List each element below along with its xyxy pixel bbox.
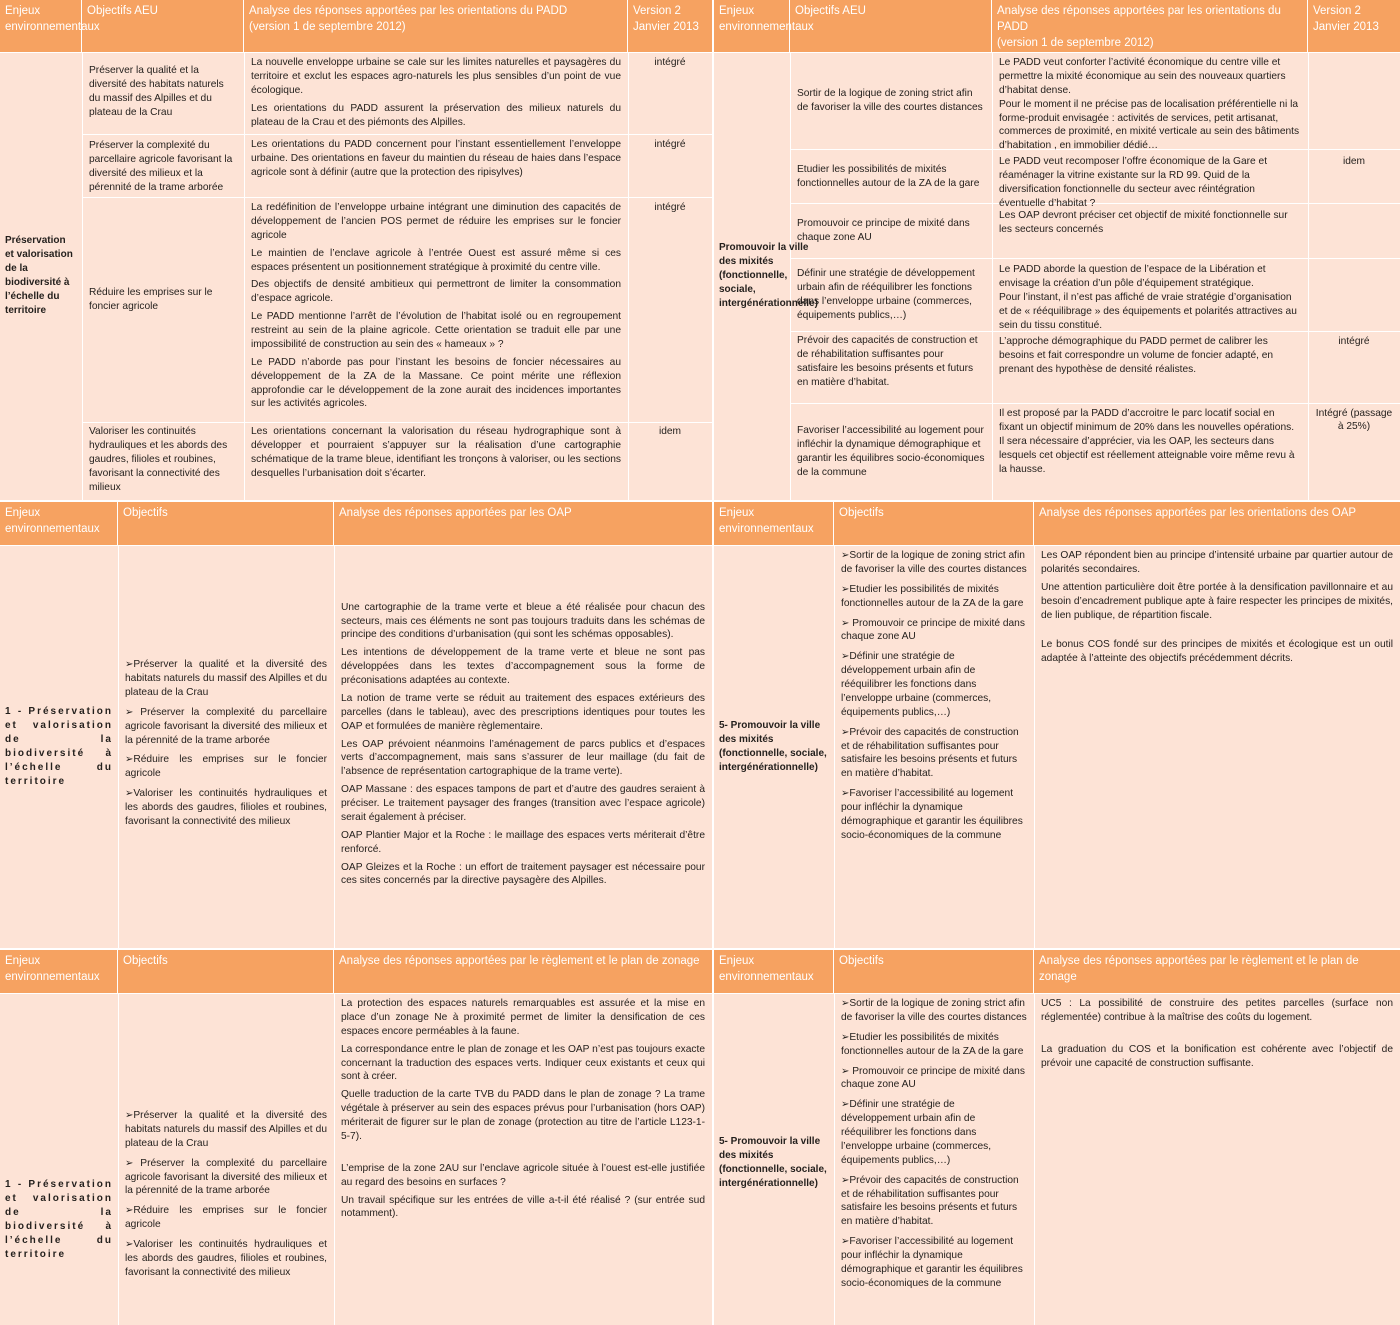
- enjeu-label: 5- Promouvoir la ville des mixités (fonctionnelle, sociale, intergénérationnelle): [719, 1136, 827, 1189]
- enjeu-cell: [0, 52, 82, 500]
- analyse-cell: Les OAP répondent bien au principe d’intensité urbaine par quartier autour de polarités secondaires. Une attention particulière doit être portée à la densification pavillonnaire et au besoin d’encadrement publique apte à faire respecter les principes de mixités, de lien publique, de répartition fiscale. Le bonus COS fondé sur des principes de mixités et écologique est un outil adaptée à l’atteinte des objectifs précédemment décrits.: [1041, 550, 1393, 665]
- list-item: ➢Prévoir des capacités de construction et de réhabilitation suffisantes pour satisfaire les besoins présents et futurs en matière d’habitat.: [841, 726, 1019, 780]
- version-cell: idem: [658, 426, 682, 437]
- list-item: ➢ Promouvoir ce principe de mixité dans chaque zone AU: [841, 1065, 1025, 1091]
- header-analyse: Analyse des réponses apportées par le règlement et le plan de zonage: [1039, 955, 1359, 984]
- enjeu-cell: [714, 52, 818, 500]
- list-item: ➢Préserver la qualité et la diversité des habitats naturels du massif des Alpilles et du plateau de la Crau: [125, 659, 327, 698]
- header-enjeux: Enjeux environnementaux: [714, 502, 834, 545]
- table-header: [0, 0, 712, 53]
- enjeu-label: Préservation et valorisation de la biodiversité à l’échelle du territoire: [5, 235, 73, 316]
- objectif-cell: Etudier les possibilités de mixités fonctionnelles autour de la ZA de la gare: [797, 163, 980, 189]
- analyse-cell: Les OAP devront préciser cet objectif de mixité fonctionnelle sur les secteurs concernés: [999, 210, 1288, 235]
- analyse-cell: La protection des espaces naturels remarquables est assurée et la mise en place d’un zonage Ne à proximité permet de limiter la densification de ces espaces encore perméables à la faune. La correspondance entre le plan de zonage et les OAP n’est pas toujours exacte concernant la traduction des espaces verts. Indiquer ceux existants et ceux qui sont à créer. Quelle traduction de la carte TVB du PADD dans le plan de zonage ? La trame végétale à préserver au sein des espaces prévus pour l’urbanisation (hors OAP) mériterait de figurer sur le plan de zonage (protection au titre de l’article L123-1-5-7). L’emprise de la zone 2AU sur l’enclave agricole située à l’ouest est-elle justifiée au regard des besoins en surfaces ? Un travail spécifique sur les entrées de ville a-t-il été réalisé ? (sur entrée sud notamment).: [341, 998, 705, 1220]
- objectifs-list: [120, 545, 332, 948]
- header-version: Version 2 Janvier 2013: [1313, 5, 1379, 34]
- objectif-cell: Réduire les emprises sur le foncier agricole: [89, 287, 213, 312]
- header-enjeux: Enjeux environnementaux: [714, 950, 834, 993]
- version-cell: intégré: [654, 57, 686, 68]
- analyse-cell: Le PADD aborde la question de l’espace de la Libération et envisage la création d’un pôle d’équipement stratégique. Pour l’instant, il n’est pas affiché de vraie stratégie d’organisation et de « rééquilibrage » des équipements et polarités attractives au sein du tissu constitué.: [999, 264, 1297, 331]
- list-item: ➢Prévoir des capacités de construction et de réhabilitation suffisantes pour satisfaire les besoins présents et futurs en matière d’habitat.: [841, 1174, 1019, 1228]
- header-objectifs: Objectifs: [834, 502, 1034, 545]
- table-header: [714, 502, 1400, 546]
- objectif-cell: Sortir de la logique de zoning strict afin de favoriser la ville des courtes distances: [797, 87, 983, 113]
- analyse-cell: L’approche démographique du PADD permet de calibrer les besoins et fait correspondre un volume de foncier adapté, en prenant des hypothèse de densité réalistes.: [999, 336, 1274, 375]
- analyse-cell: Le PADD veut recomposer l’offre économique de la Gare et réaménager la vitrine existante sur la RD 99. Quid de la diversification fonctionnelle du secteur avec réintégration éventuelle d’habitat ?: [999, 156, 1268, 209]
- list-item: ➢Valoriser les continuités hydrauliques et les abords des gaudres, filioles et roubines, favorisant la connectivité des milieux: [125, 1239, 327, 1278]
- list-item: ➢Définir une stratégie de développement urbain afin de rééquilibrer les fonctions dans l’enveloppe urbaine (commerces, équipements publics,…): [841, 651, 992, 718]
- objectif-cell: Favoriser l’accessibilité au logement pour infléchir la dynamique démographique et garantir les équilibres socio-économiques de la commune: [797, 425, 985, 478]
- objectif-cell: Préserver la qualité et la diversité des habitats naturels du massif des Alpilles et du plateau de la Crau: [89, 65, 224, 118]
- header-version: Version 2 Janvier 2013: [633, 5, 699, 34]
- header-objectifs: Objectifs: [834, 950, 1034, 993]
- list-item: ➢ Préserver la complexité du parcellaire agricole favorisant la diversité des milieux et la pérennité de la trame arborée: [125, 706, 327, 746]
- table-header: [0, 950, 712, 994]
- header-enjeux: Enjeux environnementaux: [0, 0, 82, 52]
- list-item: ➢ Préserver la complexité du parcellaire agricole favorisant la diversité des milieux et la pérennité de la trame arborée: [125, 1157, 327, 1197]
- panel-oap-biodiversite: [0, 502, 712, 948]
- analyse-cell: La redéfinition de l’enveloppe urbaine intégrant une diminution des capacités de développement de l’ancien POS permet de réduire les emprises sur le foncier agricole Le maintien de l’enclave agricole à l’entrée Ouest est assuré même si ces espaces présentent un positionnement stratégique à proximité du centre ville. Des objectifs de densité ambitieux qui permettront de limiter la consommation d’espace agricole. Le PADD mentionne l’arrêt de l’évolution de l’habitat isolé ou en regroupement restreint au sein de la plaine agricole. Cette orientation se traduit elle par une impossibilité de construction au sein des « hameaux » ? Le PADD n’aborde pas pour l’instant les besoins de foncier nécessaires au développement de la ZA de la Massane. Ce point mérite une réflexion approfondie car le développement de la zone aurait des incidences importantes sur les activités agricoles.: [251, 202, 621, 410]
- panel-oap-mixite: [714, 502, 1400, 948]
- version-cell: Intégré (passage à 25%): [1315, 408, 1393, 433]
- header-enjeux: Enjeux environnementaux: [714, 0, 790, 52]
- enjeu-label: 1 - Préservation et valorisation de la biodiversité à l’échelle du territoire: [5, 705, 113, 787]
- analyse-cell: UC5 : La possibilité de construire des petites parcelles (surface non réglementée) contribue à la maîtrise des coûts du logement. La graduation du COS et la bonification est cohérente avec l’objectif de prévoir une capacité de construction suffisante.: [1041, 998, 1393, 1069]
- header-objectifs: Objectifs: [118, 502, 334, 545]
- enjeu-label: Promouvoir la ville des mixités (fonctionnelle, sociale, intergénérationnelle): [719, 242, 818, 309]
- objectif-cell: Promouvoir ce principe de mixité dans chaque zone AU: [797, 218, 970, 243]
- header-analyse: Analyse des réponses apportées par les OAP: [339, 507, 572, 519]
- list-item: ➢Sortir de la logique de zoning strict afin de favoriser la ville des courtes distances: [841, 998, 1027, 1023]
- enjeu-cell: [714, 1135, 834, 1195]
- panel-padd-mixite: [714, 0, 1400, 500]
- list-item: ➢Réduire les emprises sur le foncier agricole: [125, 754, 327, 780]
- list-item: ➢Sortir de la logique de zoning strict afin de favoriser la ville des courtes distances: [841, 550, 1027, 575]
- header-analyse: Analyse des réponses apportées par les orientations du PADD (version 1 de septembre 2012): [244, 0, 628, 52]
- analyse-cell: Le PADD veut conforter l’activité économique du centre ville et permettre la mixité économique au sein des nouveaux quartiers d’habitat dense. Pour le moment il ne précise pas de localisation préférentielle ni la forme-produit envisagée : activités de services, petit artisanat, commerces de proximité, en mixité verticale au sein des bâtiments d’habitation , en immobilier dédié…: [999, 57, 1300, 152]
- header-objectifs: Objectifs AEU: [82, 0, 244, 52]
- enjeu-label: 1 - Préservation et valorisation de la biodiversité à l’échelle du territoire: [5, 1179, 113, 1260]
- list-item: ➢Définir une stratégie de développement urbain afin de rééquilibrer les fonctions dans l’enveloppe urbaine (commerces, équipements publics,…): [841, 1099, 992, 1166]
- list-item: ➢Etudier les possibilités de mixités fonctionnelles autour de la ZA de la gare: [841, 583, 1024, 609]
- enjeu-cell: [714, 545, 834, 948]
- header-objectifs: Objectifs: [118, 950, 334, 993]
- objectifs-list: [120, 1109, 332, 1325]
- header-enjeux: Enjeux environnementaux: [0, 950, 118, 993]
- panel-reglement-biodiversite: [0, 950, 712, 1325]
- version-cell: idem: [1342, 156, 1366, 167]
- table-header: [714, 950, 1400, 994]
- table-header: [714, 0, 1400, 53]
- panel-reglement-mixite: [714, 950, 1400, 1325]
- header-analyse: Analyse des réponses apportées par le règlement et le plan de zonage: [339, 955, 700, 967]
- header-analyse: Analyse des réponses apportées par les orientations du PADD (version 1 de septembre 2012): [992, 0, 1308, 52]
- version-cell: intégré: [654, 139, 686, 150]
- objectifs-list: [836, 549, 1032, 948]
- objectifs-list: [836, 997, 1032, 1325]
- objectif-cell: Définir une stratégie de développement urbain afin de rééquilibrer les fonctions dans l’enveloppe urbaine (commerces, équipements publics,…): [797, 268, 975, 321]
- version-cell: intégré: [1338, 336, 1370, 347]
- analyse-cell: Une cartographie de la trame verte et bleue a été réalisée pour chacun des secteurs, mais ces éléments ne sont pas toujours traduits dans les schémas de principe des conditions d’urbanisation (qui sont les schémas opposables). Les intentions de développement de la trame verte et bleue ne sont pas développées dans les textes d’accompagnement sous la forme de préconisations adaptées au contexte. La notion de trame verte se réduit au traitement des espaces extérieurs des parcelles (dans le tableau), avec des prescriptions identiques pour toutes les OAP et formulées de manière règlementaire. Les OAP prévoient néanmoins l’aménagement de parcs publics et d’espaces verts d’accompagnement, mais sans s’assurer de leur maillage (du fait de l’absence de représentation cartographique de la trame verte). OAP Massane : des espaces tampons de part et d’autre des gaudres seraient à préciser. Le traitement paysager des franges (transition avec l’espace agricole) serait également à préciser. OAP Plantier Major et la Roche : le maillage des espaces verts mériterait d’être renforcé. OAP Gleizes et la Roche : un effort de traitement paysager est nécessaire pour ces sites concernés par la directive paysagère des Alpilles.: [341, 601, 705, 887]
- list-item: ➢Préserver la qualité et la diversité des habitats naturels du massif des Alpilles et du plateau de la Crau: [125, 1110, 327, 1149]
- table-header: [0, 502, 712, 546]
- enjeu-cell: [0, 545, 118, 948]
- panel-padd-biodiversite: [0, 0, 712, 500]
- list-item: ➢Valoriser les continuités hydrauliques et les abords des gaudres, filioles et roubines, favorisant la connectivité des milieux: [125, 788, 327, 827]
- list-item: ➢Favoriser l’accessibilité au logement pour infléchir la dynamique démographique et garantir les équilibres socio-économiques de la commune: [841, 788, 1023, 841]
- objectif-cell: Prévoir des capacités de construction et de réhabilitation suffisantes pour satisfaire les besoins présents et futurs en matière d’habitat.: [797, 335, 978, 388]
- analyse-cell: Les orientations concernant la valorisation du réseau hydrographique sont à développer et pourraient s’appuyer sur la réalisation d’une cartographie schématique de la trame bleue, identifiant les tronçons à valoriser, ou les sections desquelles l’urbanisation doit s’écarter.: [251, 426, 621, 479]
- objectif-cell: Préserver la complexité du parcellaire agricole favorisant la diversité des milieux et la pérennité de la trame arborée: [89, 140, 233, 193]
- header-objectifs: Objectifs AEU: [790, 0, 992, 52]
- objectif-cell: Valoriser les continuités hydrauliques et les abords des gaudres, filioles et roubines, favorisant la connectivité des milieux: [89, 426, 228, 493]
- analyse-cell: Il est proposé par la PADD d’accroitre le parc locatif social en fixant un objectif minimum de 20% dans les nouvelles opérations. Il sera nécessaire d’apprécier, via les OAP, les secteurs dans lesquels cet objectif est réellement atteignable voire même revu à la hausse.: [999, 408, 1295, 475]
- version-cell: intégré: [654, 202, 686, 213]
- enjeu-cell: [0, 1178, 118, 1260]
- enjeu-label: 5- Promouvoir la ville des mixités (fonctionnelle, sociale, intergénérationnelle): [719, 719, 827, 773]
- analyse-cell: Les orientations du PADD concernent pour l’instant essentiellement l’enveloppe urbaine. Des orientations en faveur du maintien du réseau de haies dans l’espace agricole sont à définir (autre que la protection des ripisylves): [251, 139, 621, 178]
- list-item: ➢Favoriser l’accessibilité au logement pour infléchir la dynamique démographique et garantir les équilibres socio-économiques de la commune: [841, 1236, 1023, 1289]
- analyse-cell: La nouvelle enveloppe urbaine se cale sur les limites naturelles et paysagères du territoire et exclut les espaces agro-naturels les plus sensibles d’un point de vue écologique. Les orientations du PADD assurent la préservation des milieux naturels du plateau de la Crau et des piémonts des Alpilles.: [251, 57, 621, 128]
- header-analyse: Analyse des réponses apportées par les orientations des OAP: [1039, 507, 1357, 519]
- header-enjeux: Enjeux environnementaux: [0, 502, 118, 545]
- list-item: ➢Etudier les possibilités de mixités fonctionnelles autour de la ZA de la gare: [841, 1031, 1024, 1057]
- list-item: ➢ Promouvoir ce principe de mixité dans chaque zone AU: [841, 617, 1025, 643]
- list-item: ➢Réduire les emprises sur le foncier agricole: [125, 1205, 327, 1231]
